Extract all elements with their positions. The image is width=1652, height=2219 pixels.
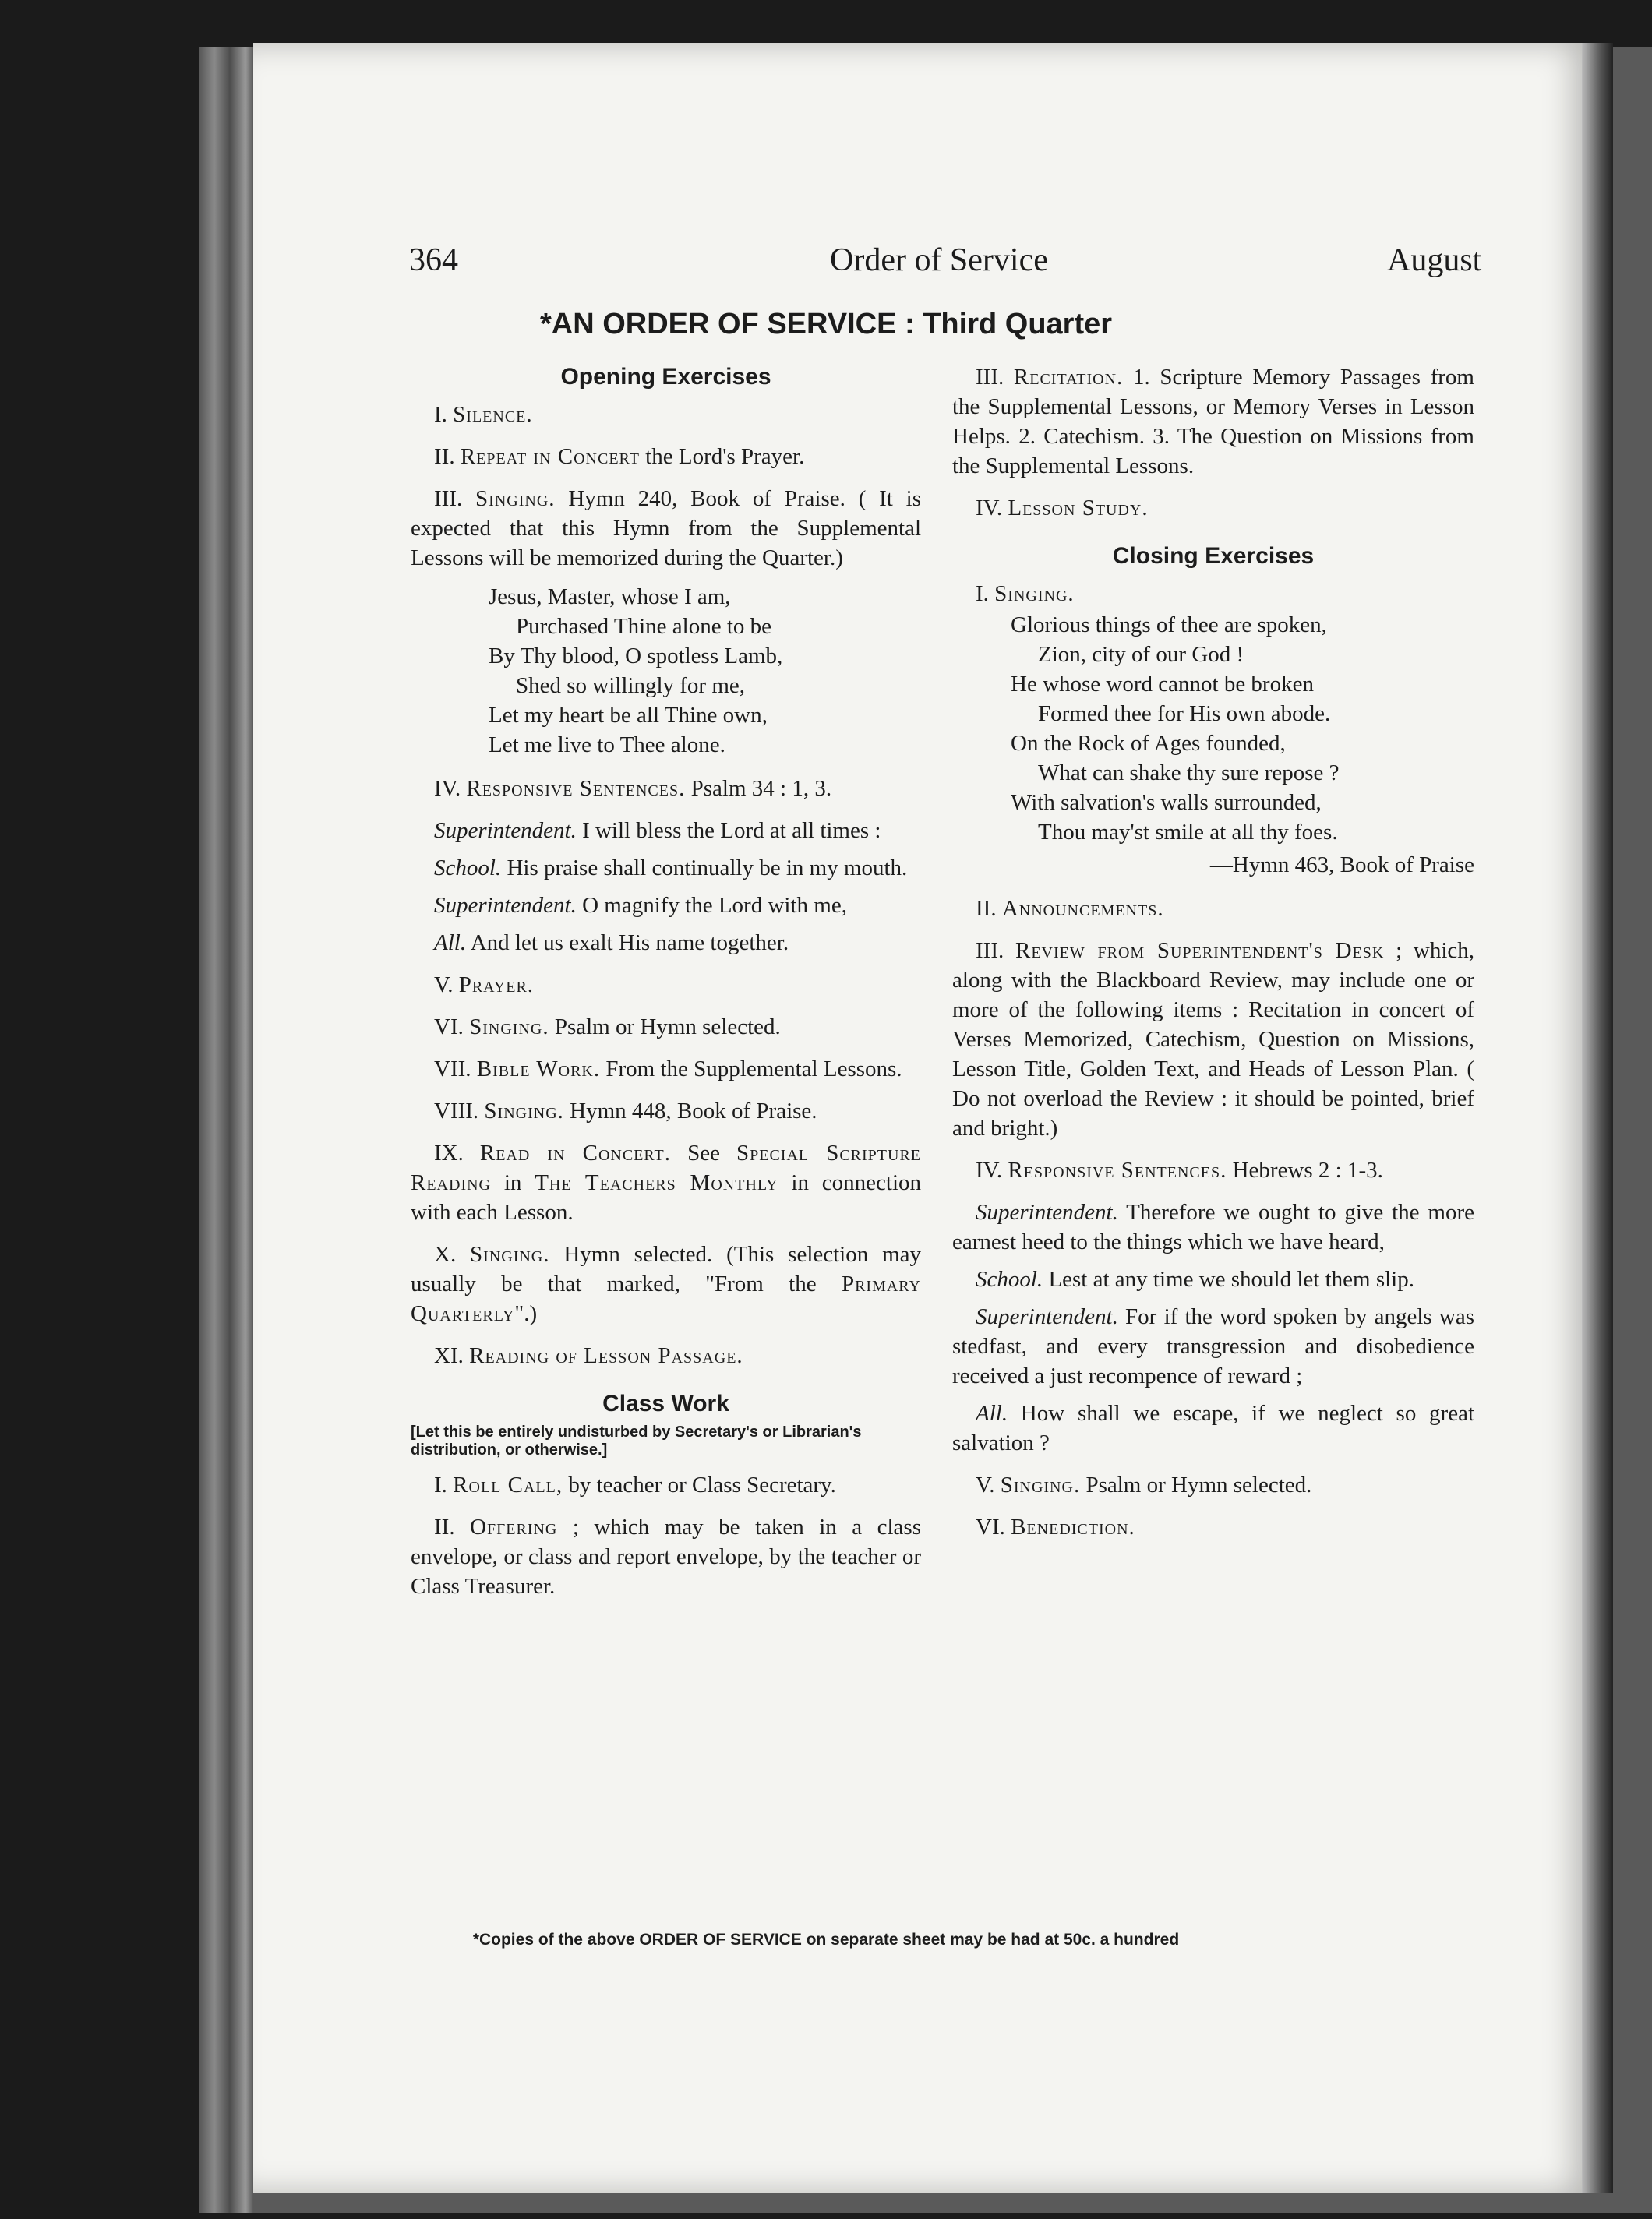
book-spine-shadow [1582,43,1613,2193]
verse-line: Thou may'st smile at all thy foes. [1038,820,1338,845]
verse-line: Glorious things of thee are spoken, [1011,612,1327,637]
class-work-item-1: I. Roll Call, by teacher or Class Secretary. [434,1473,836,1498]
class-work-item-3: III. Recitation. 1. Scripture Memory Passages from the Supplemental Lessons, or Memory Verses in Lesson Helps. 2. Catechism. 3. The Question on Missions from the Supplemental Lessons. [952,365,1474,478]
opening-item-10: X. Singing. Hymn selected. (This selection may usually be that marked, "From the Primary Quarterly".) [411,1242,921,1326]
responsive-line: All. How shall we escape, if we neglect so great salvation ? [952,1401,1474,1455]
closing-item-3: III. Review from Superintendent's Desk ; which, along with the Blackboard Review, may include one or more of the following items : Recitation in concert of Verses Memorized, Catechism, Question on Missions, Lesson Title, Golden Text, and Heads of Lesson Plan. ( Do not overload the Review : it should be pointed, brief and bright.) [952,938,1474,1141]
responsive-line: Superintendent. I will bless the Lord at all times : [434,818,881,843]
class-work-note: [Let this be entirely undisturbed by Secretary's or Librarian's distribution, or otherwise.] [411,1423,862,1459]
opening-item-6: VI. Singing. Psalm or Hymn selected. [434,1014,781,1039]
closing-hymn-verse [952,610,1474,847]
running-title: Order of Service [830,242,1048,278]
verse-line: Zion, city of our God ! [1038,642,1244,667]
left-column [411,362,921,1614]
right-column [952,362,1474,1554]
verse-line: Let me live to Thee alone. [489,732,725,757]
opening-item-3: III. Singing. Hymn 240, Book of Praise. ( It is expected that this Hymn from the Supplemental Lessons will be memorized during the Quarter.) [411,486,922,570]
opening-item-2: II. Repeat in Concert the Lord's Prayer. [434,444,805,469]
closing-item-5: V. Singing. Psalm or Hymn selected. [976,1473,1312,1498]
responsive-line: Superintendent. Therefore we ought to give the more earnest heed to the things which we have heard, [952,1200,1474,1254]
hymn-credit: —Hymn 463, Book of Praise [1209,852,1474,877]
closing-exercises-heading: Closing Exercises [1112,543,1315,569]
verse-line: Let my heart be all Thine own, [489,703,768,728]
responsive-line: Superintendent. O magnify the Lord with me, [434,893,847,918]
closing-item-4: IV. Responsive Sentences. Hebrews 2 : 1-3. [976,1158,1383,1183]
verse-line: With salvation's walls surrounded, [1011,790,1322,815]
class-work-item-2: II. Offering ; which may be taken in a class envelope, or class and report envelope, by the teacher or Class Treasurer. [411,1515,921,1599]
running-month: August [1387,242,1482,278]
opening-item-9: IX. Read in Concert. See Special Scripture Reading in The Teachers Monthly in connection with each Lesson. [411,1141,921,1225]
responsive-line: School. His praise shall continually be in my mouth. [434,855,908,880]
verse-line: He whose word cannot be broken [1011,672,1314,697]
verse-line: By Thy blood, O spotless Lamb, [489,644,783,669]
opening-item-5: V. Prayer. [434,972,535,997]
verse-line: Purchased Thine alone to be [516,614,772,639]
responsive-line: School. Lest at any time we should let them slip. [976,1267,1414,1292]
closing-item-1: I. Singing. [976,581,1075,606]
class-work-heading: Class Work [602,1391,729,1416]
verse-line: Jesus, Master, whose I am, [489,584,731,609]
verse-line: Shed so willingly for me, [516,673,746,698]
page-title: *AN ORDER OF SERVICE : Third Quarter [539,308,1113,340]
opening-item-7: VII. Bible Work. From the Supplemental Lessons. [434,1057,902,1081]
opening-item-8: VIII. Singing. Hymn 448, Book of Praise. [434,1099,817,1124]
verse-line: On the Rock of Ages founded, [1011,731,1286,756]
verse-line: Formed thee for His own abode. [1038,701,1331,726]
verse-line: What can shake thy sure repose ? [1038,760,1340,785]
page-number: 364 [409,242,458,278]
opening-item-1: I. Silence. [434,402,533,427]
opening-item-4: IV. Responsive Sentences. Psalm 34 : 1, 3. [434,776,832,801]
class-work-item-4: IV. Lesson Study. [976,496,1149,520]
opening-hymn-verse [411,582,921,760]
closing-item-6: VI. Benediction. [976,1515,1135,1540]
footnote: *Copies of the above ORDER OF SERVICE on separate sheet may be had at 50c. a hundred [472,1931,1180,1949]
responsive-line: All. And let us exalt His name together. [434,930,789,955]
opening-item-11: XI. Reading of Lesson Passage. [434,1343,743,1368]
closing-item-2: II. Announcements. [976,896,1164,921]
responsive-line: Superintendent. For if the word spoken by angels was stedfast, and every transgression and disobedience received a just recompence of reward ; [952,1304,1474,1388]
opening-exercises-heading: Opening Exercises [560,364,771,390]
